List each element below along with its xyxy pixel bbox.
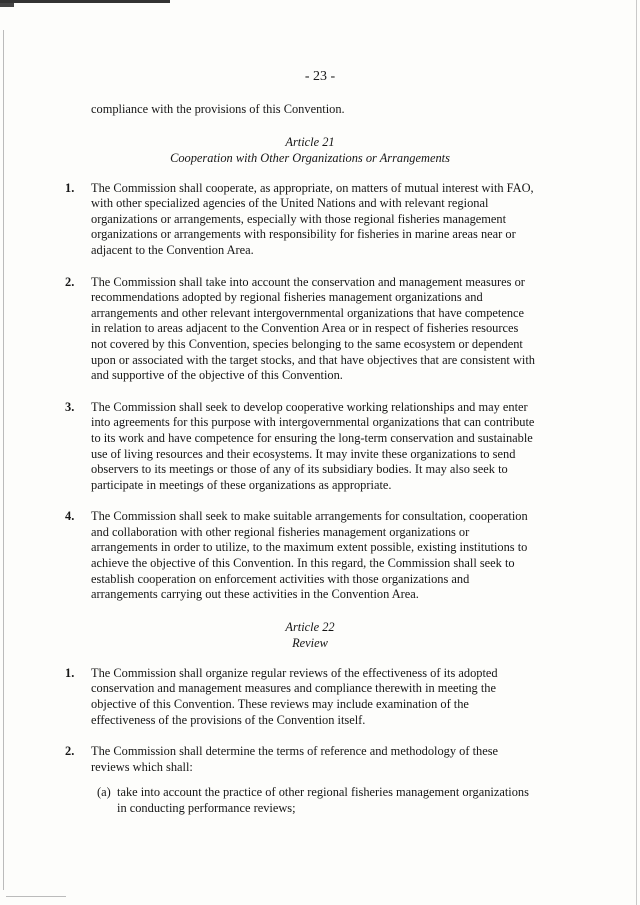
paragraph-text: The Commission shall organize regular reviews of the effectiveness of its adopted conservation and management measures and compliance therewith in meeting the objective of this Convention. These reviews may include examination of the effectiveness of the provisions of the Convention itself. — [91, 665, 498, 727]
scan-edge-bottom — [6, 896, 66, 897]
article-22-paragraph-1 — [65, 666, 535, 728]
subparagraph-text: take into account the practice of other regional fisheries management organizations in conducting performance reviews; — [117, 785, 529, 815]
paragraph-number: 1. — [65, 665, 75, 680]
paragraph-number: 1. — [65, 180, 75, 195]
paragraph-text: The Commission shall take into account the conservation and management measures or recommendations adopted by regional fisheries management organizations and arrangements and other relevant intergovernmental organizations that have competence in relation to areas adjacent to the Convention Area or in respect of fisheries resources not covered by this Convention, species belonging to the same ecosystem or dependent upon or associated with the target stocks, and that have objectives that are consistent with and supportive of the objective of this Convention. — [91, 274, 535, 383]
paragraph-text: The Commission shall seek to develop cooperative working relationships and may enter into agreements for this purpose with intergovernmental organizations that can contribute to its work and have competence for ensuring the long-term conservation and sustainable use of living resources and their ecosystems. It may invite these organizations to send observers to its meetings or those of any of its subsidiary bodies. It may also seek to participate in meetings of these organizations as appropriate. — [91, 399, 535, 492]
article-21-heading — [65, 134, 535, 166]
article-subtitle: Review — [292, 635, 328, 650]
article-22-subparagraph-a — [97, 785, 535, 816]
paragraph-number: 2. — [65, 744, 75, 759]
scan-edge-left — [3, 30, 4, 890]
article-21-paragraph-1 — [65, 181, 535, 259]
paragraph-number: 4. — [65, 509, 75, 524]
article-21-paragraph-4 — [65, 509, 535, 603]
scan-edge-corner — [0, 3, 14, 7]
paragraph-number: 2. — [65, 274, 75, 289]
scan-edge-right — [636, 0, 637, 905]
paragraph-text: The Commission shall cooperate, as appropriate, on matters of mutual interest with FAO, with other specialized agencies of the United Nations and with relevant regional organizations or arrangements, especially with those regional fisheries management organizations or arrangements with responsibility for fisheries in marine areas near or adjacent to the Convention Area. — [91, 180, 534, 257]
scan-edge-top — [0, 0, 170, 3]
paragraph-text: The Commission shall seek to make suitable arrangements for consultation, cooperation and collaboration with other regional fisheries management organizations or arrangements in order to utilize, to the maximum extent possible, existing institutions to achieve the objective of this Convention. In this regard, the Commission shall seek to establish cooperation on enforcement activities with those organizations and arrangements carrying out these activities in the Convention Area. — [91, 509, 528, 602]
article-22-heading — [65, 619, 535, 651]
continuation-text: compliance with the provisions of this Convention. — [91, 102, 345, 116]
page-number: - 23 - — [304, 69, 336, 84]
subparagraph-label: (a) — [97, 785, 111, 800]
article-21-paragraph-2 — [65, 275, 535, 384]
article-21-paragraph-3 — [65, 400, 535, 494]
document-body — [65, 102, 535, 817]
article-title: Article 22 — [285, 619, 335, 634]
article-22-paragraph-2 — [65, 744, 535, 775]
paragraph-text: The Commission shall determine the terms of reference and methodology of these reviews which shall: — [91, 744, 499, 774]
article-title: Article 21 — [285, 134, 335, 149]
article-subtitle: Cooperation with Other Organizations or Arrangements — [170, 150, 450, 165]
paragraph-number: 3. — [65, 399, 75, 414]
